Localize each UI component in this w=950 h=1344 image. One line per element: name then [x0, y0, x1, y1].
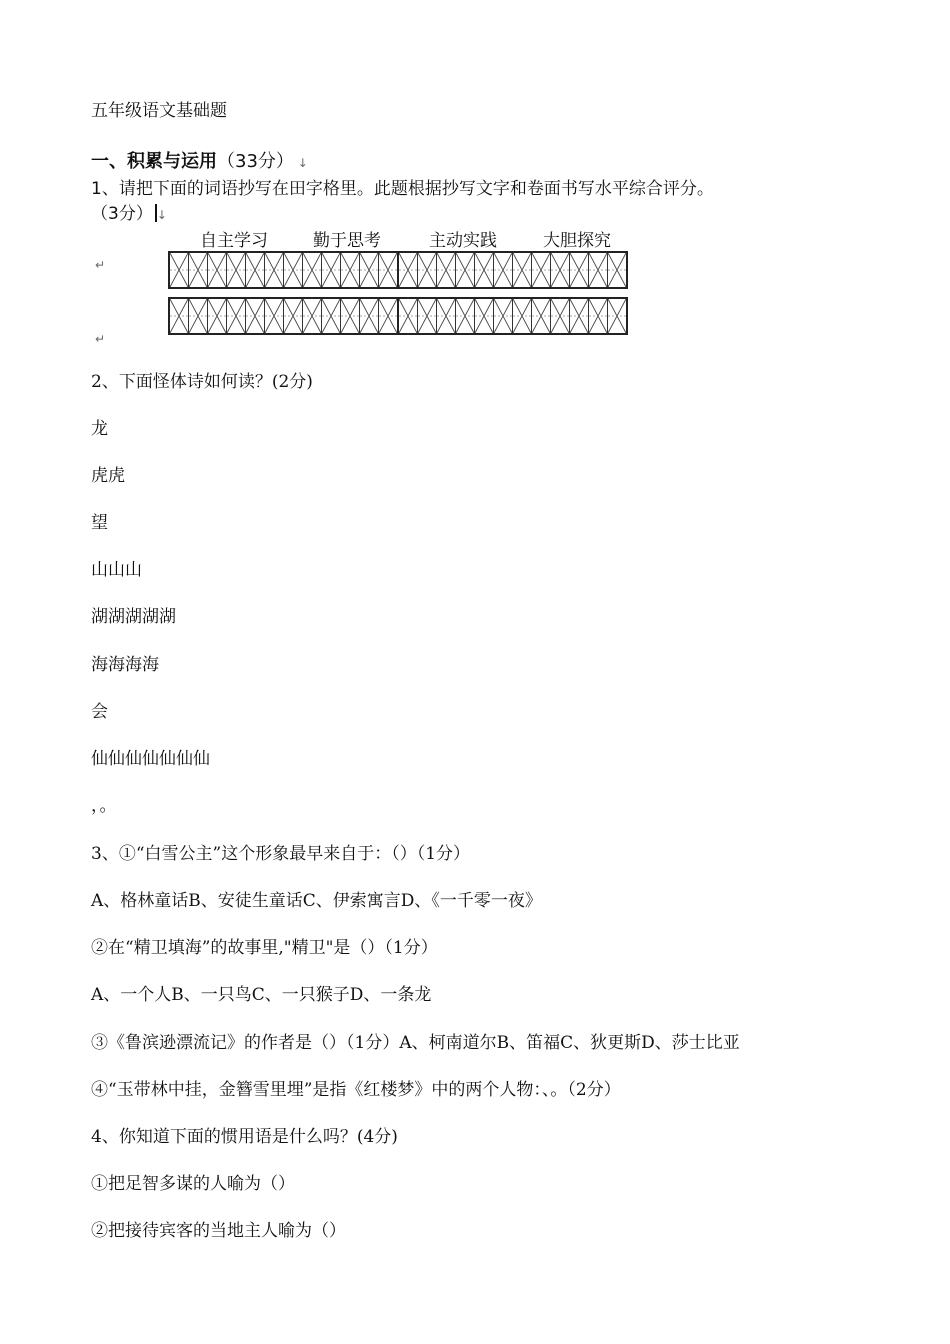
- grid-block: [397, 251, 628, 289]
- grid-cell[interactable]: [170, 253, 189, 287]
- grid-cell[interactable]: [265, 299, 284, 333]
- section-points: （33分）: [217, 151, 294, 172]
- section-heading: 一、积累与运用（33分） ↓: [91, 151, 308, 172]
- grid-cell[interactable]: [570, 253, 589, 287]
- grid-cell[interactable]: [475, 299, 494, 333]
- grid-cell[interactable]: [379, 299, 397, 333]
- grid-cell[interactable]: [341, 253, 360, 287]
- question-4-sub-1: ①把足智多谋的人喻为（）: [91, 1174, 295, 1194]
- grid-cell[interactable]: [341, 299, 360, 333]
- grid-cell[interactable]: [494, 299, 513, 333]
- question-4-text: 4、你知道下面的惯用语是什么吗？(4分): [91, 1127, 398, 1147]
- question-3-sub-4: ④“玉带林中挂，金簪雪里埋”是指《红楼梦》中的两个人物：、。（2分）: [91, 1080, 621, 1100]
- grid-cell[interactable]: [513, 299, 532, 333]
- grid-cell[interactable]: [208, 253, 227, 287]
- grid-cell[interactable]: [570, 299, 589, 333]
- grid-cell[interactable]: [227, 299, 246, 333]
- copy-word-2: 勤于思考: [313, 231, 381, 251]
- poem-line: 虎虎: [91, 466, 125, 486]
- grid-cell[interactable]: [608, 253, 626, 287]
- grid-cell[interactable]: [322, 299, 341, 333]
- question-3-options-2: A、一个人B、一只鸟C、一只猴子D、一条龙: [91, 985, 432, 1005]
- writing-grid-row-1[interactable]: [168, 251, 628, 289]
- poem-line: 龙: [91, 419, 108, 439]
- grid-cell[interactable]: [513, 253, 532, 287]
- document-title: 五年级语文基础题: [91, 101, 227, 121]
- poem-line: 仙仙仙仙仙仙仙: [91, 749, 210, 769]
- grid-cell[interactable]: [360, 253, 379, 287]
- copy-word-4: 大胆探究: [543, 231, 611, 251]
- grid-cell[interactable]: [379, 253, 397, 287]
- poem-line: 山山山: [91, 560, 142, 580]
- grid-cell[interactable]: [456, 299, 475, 333]
- grid-cell[interactable]: [494, 253, 513, 287]
- paragraph-mark: ↵: [95, 332, 106, 346]
- grid-cell[interactable]: [551, 299, 570, 333]
- question-2-text: 2、下面怪体诗如何读？(2分): [91, 372, 313, 392]
- grid-cell[interactable]: [399, 299, 418, 333]
- grid-cell[interactable]: [418, 299, 437, 333]
- grid-cell[interactable]: [608, 299, 626, 333]
- grid-cell[interactable]: [532, 299, 551, 333]
- question-1-points: （3分）: [91, 204, 153, 224]
- copy-word-1: 自主学习: [200, 231, 268, 251]
- grid-cell[interactable]: [418, 253, 437, 287]
- question-3-text: 3、①“白雪公主”这个形象最早来自于：（）（1分）: [91, 844, 471, 864]
- grid-cell[interactable]: [437, 299, 456, 333]
- grid-cell[interactable]: [532, 253, 551, 287]
- poem-line: 望: [91, 513, 108, 533]
- grid-cell[interactable]: [189, 299, 208, 333]
- poem-line: 会: [91, 702, 108, 722]
- grid-cell[interactable]: [399, 253, 418, 287]
- poem-answer-blank: ，。: [91, 796, 117, 816]
- grid-cell[interactable]: [303, 253, 322, 287]
- grid-cell[interactable]: [284, 299, 303, 333]
- grid-cell[interactable]: [227, 253, 246, 287]
- grid-cell[interactable]: [360, 299, 379, 333]
- paragraph-mark: ↵: [95, 258, 106, 272]
- question-1-points-line: （3分） ↓: [91, 204, 167, 224]
- grid-cell[interactable]: [551, 253, 570, 287]
- grid-cell[interactable]: [589, 299, 608, 333]
- grid-cell[interactable]: [303, 299, 322, 333]
- grid-cell[interactable]: [589, 253, 608, 287]
- grid-cell[interactable]: [170, 299, 189, 333]
- grid-cell[interactable]: [246, 299, 265, 333]
- question-3-options-1: A、格林童话B、安徒生童话C、伊索寓言D、《一千零一夜》: [91, 891, 542, 911]
- grid-cell[interactable]: [265, 253, 284, 287]
- grid-block: [168, 297, 397, 335]
- question-3-sub-3: ③《鲁滨逊漂流记》的作者是（）（1分）A、柯南道尔B、笛福C、狄更斯D、莎士比亚: [91, 1033, 740, 1053]
- section-title: 一、积累与运用: [91, 151, 217, 172]
- question-4-sub-2: ②把接待宾客的当地主人喻为（）: [91, 1221, 346, 1241]
- grid-block: [397, 297, 628, 335]
- question-1-text: 1、请把下面的词语抄写在田字格里。此题根据抄写文字和卷面书写水平综合评分。: [91, 179, 714, 199]
- grid-cell[interactable]: [246, 253, 265, 287]
- writing-grid-row-2[interactable]: [168, 297, 628, 335]
- grid-cell[interactable]: [208, 299, 227, 333]
- grid-cell[interactable]: [322, 253, 341, 287]
- grid-cell[interactable]: [284, 253, 303, 287]
- grid-cell[interactable]: [437, 253, 456, 287]
- grid-block: [168, 251, 397, 289]
- grid-cell[interactable]: [189, 253, 208, 287]
- grid-cell[interactable]: [475, 253, 494, 287]
- poem-line: 海海海海: [91, 655, 159, 675]
- question-3-sub-2: ②在“精卫填海”的故事里,"精卫"是（）（1分）: [91, 938, 438, 958]
- grid-cell[interactable]: [456, 253, 475, 287]
- poem-line: 湖湖湖湖湖: [91, 607, 176, 627]
- copy-word-3: 主动实践: [429, 231, 497, 251]
